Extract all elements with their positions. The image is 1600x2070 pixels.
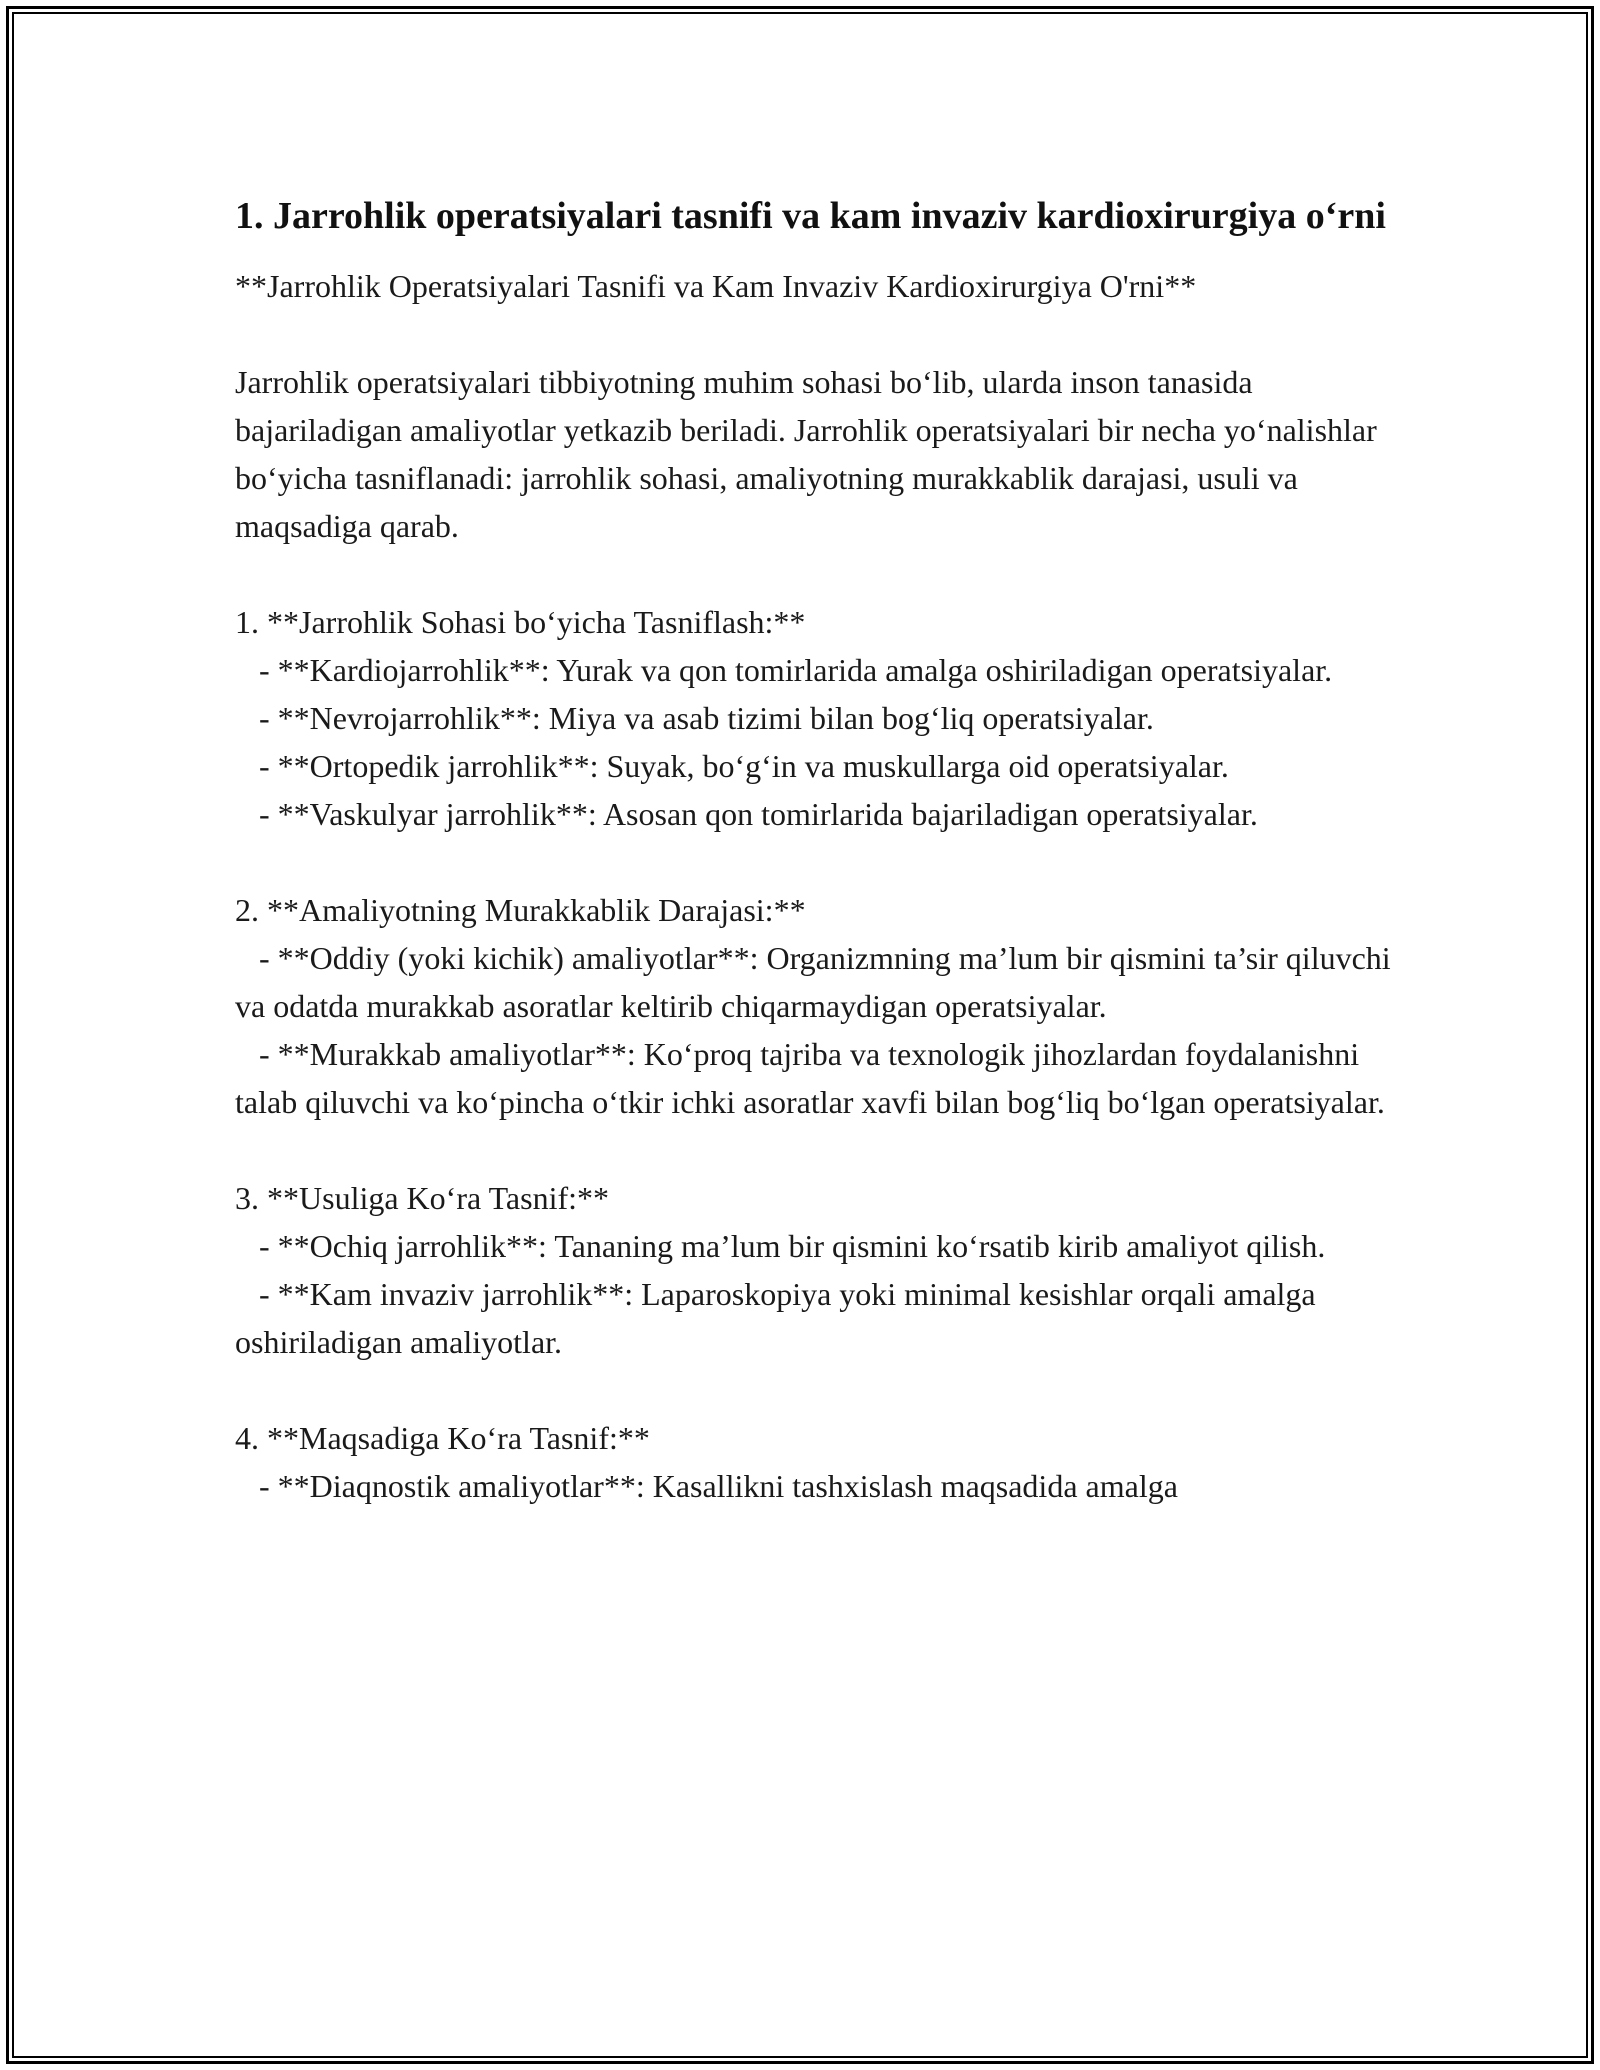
document-subtitle: **Jarrohlik Operatsiyalari Tasnifi va Kam Invaziv Kardioxirurgiya O'rni**: [235, 268, 1197, 304]
list-item: - **Ochiq jarrohlik**: Tananing ma’lum bir qismini ko‘rsatib kirib amaliyot qilish.: [235, 1228, 1326, 1264]
section-method-classification: [235, 1174, 1395, 1366]
list-item: - **Kam invaziv jarrohlik**: Laparoskopiya yoki minimal kesishlar orqali amalga oshiriladigan amaliyotlar.: [235, 1276, 1324, 1360]
document-title: 1. Jarrohlik operatsiyalari tasnifi va kam invaziv kardioxirurgiya o‘rni: [235, 195, 1386, 237]
section-heading: 1. **Jarrohlik Sohasi bo‘yicha Tasniflash:**: [235, 604, 806, 640]
document-body: [235, 188, 1399, 1510]
section-field-classification: [235, 598, 1395, 838]
list-item: - **Kardiojarrohlik**: Yurak va qon tomirlarida amalga oshiriladigan operatsiyalar.: [235, 652, 1333, 688]
section-heading: 3. **Usuliga Ko‘ra Tasnif:**: [235, 1180, 609, 1216]
intro-paragraph: Jarrohlik operatsiyalari tibbiyotning muhim sohasi bo‘lib, ularda inson tanasida bajariladigan amaliyotlar yetkazib beriladi. Jarrohlik operatsiyalari bir necha yo‘nalishlar bo‘yicha tasniflanadi: jarrohlik sohasi, amaliyotning murakkablik darajasi, usuli va maqsadiga qarab.: [235, 364, 1377, 544]
list-item: - **Diaqnostik amaliyotlar**: Kasallikni tashxislash maqsadida amalga: [235, 1468, 1178, 1504]
section-purpose-classification: [235, 1414, 1395, 1510]
section-heading: 2. **Amaliyotning Murakkablik Darajasi:**: [235, 892, 806, 928]
list-item: - **Nevrojarrohlik**: Miya va asab tizimi bilan bog‘liq operatsiyalar.: [235, 700, 1154, 736]
list-item: - **Vaskulyar jarrohlik**: Asosan qon tomirlarida bajariladigan operatsiyalar.: [235, 796, 1258, 832]
list-item: - **Murakkab amaliyotlar**: Ko‘proq tajriba va texnologik jihozlardan foydalanishni talab qiluvchi va ko‘pincha o‘tkir ichki asoratlar xavfi bilan bog‘liq bo‘lgan operatsiyalar.: [235, 1036, 1385, 1120]
section-heading: 4. **Maqsadiga Ko‘ra Tasnif:**: [235, 1420, 650, 1456]
list-item: - **Ortopedik jarrohlik**: Suyak, bo‘g‘in va muskullarga oid operatsiyalar.: [235, 748, 1229, 784]
list-item: - **Oddiy (yoki kichik) amaliyotlar**: Organizmning ma’lum bir qismini ta’sir qiluvchi va odatda murakkab asoratlar keltirib chiqarmaydigan operatsiyalar.: [235, 940, 1399, 1024]
section-complexity-classification: [235, 886, 1399, 1126]
